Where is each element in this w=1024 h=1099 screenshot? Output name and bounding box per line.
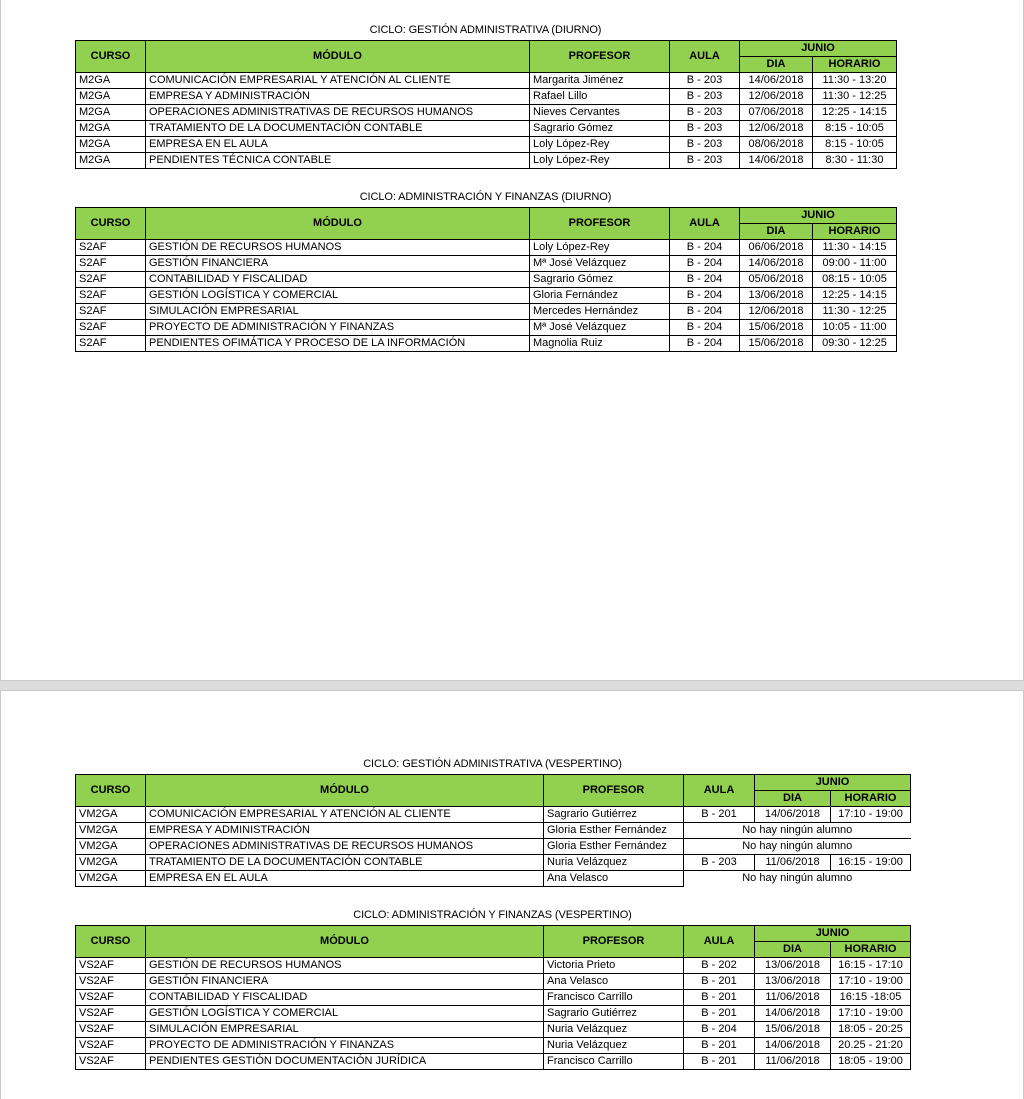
cell-modulo: COMUNICACIÓN EMPRESARIAL Y ATENCIÓN AL CLIENTE bbox=[146, 807, 544, 823]
table-row bbox=[76, 807, 911, 823]
cell-dia: 14/06/2018 bbox=[755, 807, 831, 823]
cell-aula: B - 204 bbox=[670, 272, 740, 288]
table-caption: CICLO: GESTIÓN ADMINISTRATIVA (VESPERTINO) bbox=[363, 758, 622, 770]
table-caption: CICLO: GESTIÓN ADMINISTRATIVA (DIURNO) bbox=[369, 24, 602, 36]
cell-aula: B - 201 bbox=[684, 1054, 755, 1070]
cell-dia: 15/06/2018 bbox=[740, 336, 813, 352]
cell-modulo: TRATAMIENTO DE LA DOCUMENTACIÓN CONTABLE bbox=[146, 121, 530, 137]
cell-curso: M2GA bbox=[76, 153, 146, 169]
cell-profesor: Gloria Esther Fernández bbox=[544, 823, 684, 839]
cell-profesor: Ana Velasco bbox=[544, 974, 684, 990]
header-aula: AULA bbox=[684, 926, 755, 958]
table-row bbox=[76, 105, 897, 121]
cell-curso: VM2GA bbox=[76, 823, 146, 839]
cell-horario: 17:10 - 19:00 bbox=[831, 1006, 911, 1022]
cell-profesor: Loly López-Rey bbox=[530, 153, 670, 169]
table-row bbox=[76, 320, 897, 336]
cell-curso: VM2GA bbox=[76, 839, 146, 855]
cell-profesor: Sagrario Gómez bbox=[530, 121, 670, 137]
cell-horario: 18:05 - 19:00 bbox=[831, 1054, 911, 1070]
header-aula: AULA bbox=[684, 775, 755, 807]
cell-horario: 11:30 - 12:25 bbox=[813, 304, 897, 320]
table-row bbox=[76, 839, 911, 855]
table-row bbox=[76, 974, 911, 990]
cell-dia: 15/06/2018 bbox=[755, 1022, 831, 1038]
cell-profesor: Ana Velasco bbox=[544, 871, 684, 887]
header-modulo: MÓDULO bbox=[146, 926, 544, 958]
cell-aula: B - 203 bbox=[670, 105, 740, 121]
header-modulo: MÓDULO bbox=[146, 208, 530, 240]
cell-modulo: PENDIENTES GESTIÓN DOCUMENTACIÓN JURÍDICA bbox=[146, 1054, 544, 1070]
cell-modulo: EMPRESA Y ADMINISTRACIÓN bbox=[146, 823, 544, 839]
cell-modulo: GESTIÓN FINANCIERA bbox=[146, 256, 530, 272]
cell-horario: 8:15 - 10:05 bbox=[813, 121, 897, 137]
cell-modulo: GESTIÓN FINANCIERA bbox=[146, 974, 544, 990]
cell-profesor: Nuria Velázquez bbox=[544, 1038, 684, 1054]
cell-modulo: COMUNICACIÓN EMPRESARIAL Y ATENCIÓN AL CLIENTE bbox=[146, 73, 530, 89]
cell-dia: 07/06/2018 bbox=[740, 105, 813, 121]
cell-modulo: SIMULACIÓN EMPRESARIAL bbox=[146, 304, 530, 320]
cell-profesor: Francisco Carrillo bbox=[544, 990, 684, 1006]
cell-dia: 15/06/2018 bbox=[740, 320, 813, 336]
header-curso: CURSO bbox=[76, 41, 146, 73]
header-row bbox=[76, 41, 897, 57]
header-dia: DIA bbox=[755, 942, 831, 958]
cell-profesor: Nieves Cervantes bbox=[530, 105, 670, 121]
cell-horario: 11:30 - 14:15 bbox=[813, 240, 897, 256]
header-month: JUNIO bbox=[740, 41, 897, 57]
cell-dia: 14/06/2018 bbox=[755, 1038, 831, 1054]
cell-horario: 08:15 - 10:05 bbox=[813, 272, 897, 288]
cell-aula: B - 204 bbox=[670, 256, 740, 272]
header-profesor: PROFESOR bbox=[530, 41, 670, 73]
cell-note: No hay ningún alumno bbox=[684, 871, 911, 887]
cell-modulo: GESTIÓN LOGÍSTICA Y COMERCIAL bbox=[146, 1006, 544, 1022]
table-row bbox=[76, 288, 897, 304]
cell-aula: B - 201 bbox=[684, 974, 755, 990]
table-row bbox=[76, 855, 911, 871]
cell-aula: B - 204 bbox=[670, 320, 740, 336]
cell-dia: 11/06/2018 bbox=[755, 990, 831, 1006]
cell-note: No hay ningún alumno bbox=[684, 823, 911, 839]
cell-horario: 09:00 - 11:00 bbox=[813, 256, 897, 272]
header-modulo: MÓDULO bbox=[146, 775, 544, 807]
cell-curso: VM2GA bbox=[76, 871, 146, 887]
cell-dia: 05/06/2018 bbox=[740, 272, 813, 288]
table-row bbox=[76, 336, 897, 352]
page-gap bbox=[0, 681, 1024, 690]
table-row bbox=[76, 137, 897, 153]
header-profesor: PROFESOR bbox=[544, 926, 684, 958]
cell-horario: 8:15 - 10:05 bbox=[813, 137, 897, 153]
table-row bbox=[76, 89, 897, 105]
cell-horario: 17:10 - 19:00 bbox=[831, 974, 911, 990]
cell-curso: S2AF bbox=[76, 304, 146, 320]
cell-horario: 09:30 - 12:25 bbox=[813, 336, 897, 352]
cell-dia: 13/06/2018 bbox=[755, 958, 831, 974]
cell-modulo: PENDIENTES OFIMÁTICA Y PROCESO DE LA INFORMACIÓN bbox=[146, 336, 530, 352]
header-horario: HORARIO bbox=[831, 942, 911, 958]
cell-curso: VS2AF bbox=[76, 1054, 146, 1070]
header-aula: AULA bbox=[670, 208, 740, 240]
header-profesor: PROFESOR bbox=[530, 208, 670, 240]
schedule-table-af-vespertino bbox=[75, 925, 911, 1070]
cell-profesor: Nuria Velázquez bbox=[544, 1022, 684, 1038]
header-dia: DIA bbox=[755, 791, 831, 807]
cell-curso: S2AF bbox=[76, 288, 146, 304]
table-row bbox=[76, 256, 897, 272]
table-row bbox=[76, 1054, 911, 1070]
cell-horario: 16:15 -18:05 bbox=[831, 990, 911, 1006]
cell-note: No hay ningún alumno bbox=[684, 839, 911, 855]
header-modulo: MÓDULO bbox=[146, 41, 530, 73]
header-horario: HORARIO bbox=[831, 791, 911, 807]
cell-aula: B - 203 bbox=[670, 121, 740, 137]
cell-modulo: PENDIENTES TÉCNICA CONTABLE bbox=[146, 153, 530, 169]
cell-profesor: Francisco Carrillo bbox=[544, 1054, 684, 1070]
cell-profesor: Sagrario Gómez bbox=[530, 272, 670, 288]
header-curso: CURSO bbox=[76, 926, 146, 958]
cell-horario: 17:10 - 19:00 bbox=[831, 807, 911, 823]
cell-aula: B - 201 bbox=[684, 807, 755, 823]
cell-curso: M2GA bbox=[76, 73, 146, 89]
cell-aula: B - 203 bbox=[670, 89, 740, 105]
cell-horario: 20.25 - 21:20 bbox=[831, 1038, 911, 1054]
cell-profesor: Magnolia Ruiz bbox=[530, 336, 670, 352]
cell-profesor: Sagrario Gutiérrez bbox=[544, 1006, 684, 1022]
cell-horario: 11:30 - 12:25 bbox=[813, 89, 897, 105]
table-row bbox=[76, 121, 897, 137]
cell-modulo: PROYECTO DE ADMINISTRACIÓN Y FINANZAS bbox=[146, 1038, 544, 1054]
cell-curso: M2GA bbox=[76, 105, 146, 121]
header-aula: AULA bbox=[670, 41, 740, 73]
header-month: JUNIO bbox=[755, 926, 911, 942]
header-horario: HORARIO bbox=[813, 57, 897, 73]
header-row bbox=[76, 208, 897, 224]
cell-curso: S2AF bbox=[76, 272, 146, 288]
cell-curso: VS2AF bbox=[76, 1006, 146, 1022]
cell-curso: VM2GA bbox=[76, 855, 146, 871]
cell-profesor: Loly López-Rey bbox=[530, 240, 670, 256]
cell-dia: 14/06/2018 bbox=[755, 1006, 831, 1022]
cell-dia: 12/06/2018 bbox=[740, 121, 813, 137]
header-curso: CURSO bbox=[76, 775, 146, 807]
cell-curso: S2AF bbox=[76, 320, 146, 336]
cell-horario: 16:15 - 17:10 bbox=[831, 958, 911, 974]
header-row bbox=[76, 926, 911, 942]
cell-curso: VS2AF bbox=[76, 990, 146, 1006]
cell-curso: M2GA bbox=[76, 137, 146, 153]
cell-dia: 13/06/2018 bbox=[755, 974, 831, 990]
cell-dia: 12/06/2018 bbox=[740, 89, 813, 105]
table-row bbox=[76, 958, 911, 974]
cell-modulo: EMPRESA EN EL AULA bbox=[146, 871, 544, 887]
cell-dia: 14/06/2018 bbox=[740, 256, 813, 272]
cell-modulo: TRATAMIENTO DE LA DOCUMENTACIÓN CONTABLE bbox=[146, 855, 544, 871]
table-row bbox=[76, 823, 911, 839]
cell-aula: B - 201 bbox=[684, 1006, 755, 1022]
header-curso: CURSO bbox=[76, 208, 146, 240]
cell-modulo: GESTIÓN DE RECURSOS HUMANOS bbox=[146, 958, 544, 974]
table-row bbox=[76, 73, 897, 89]
cell-aula: B - 203 bbox=[684, 855, 755, 871]
header-month: JUNIO bbox=[755, 775, 911, 791]
cell-profesor: Mercedes Hernández bbox=[530, 304, 670, 320]
cell-modulo: PROYECTO DE ADMINISTRACIÓN Y FINANZAS bbox=[146, 320, 530, 336]
schedule-table-ga-vespertino bbox=[75, 774, 911, 887]
cell-modulo: CONTABILIDAD Y FISCALIDAD bbox=[146, 272, 530, 288]
cell-aula: B - 203 bbox=[670, 73, 740, 89]
cell-curso: VM2GA bbox=[76, 807, 146, 823]
cell-modulo: EMPRESA EN EL AULA bbox=[146, 137, 530, 153]
header-row bbox=[76, 775, 911, 791]
table-row bbox=[76, 1022, 911, 1038]
cell-modulo: SIMULACIÓN EMPRESARIAL bbox=[146, 1022, 544, 1038]
cell-horario: 12:25 - 14:15 bbox=[813, 105, 897, 121]
cell-aula: B - 203 bbox=[670, 153, 740, 169]
cell-horario: 8:30 - 11:30 bbox=[813, 153, 897, 169]
header-profesor: PROFESOR bbox=[544, 775, 684, 807]
schedule-table-ga-diurno bbox=[75, 40, 897, 169]
cell-modulo: OPERACIONES ADMINISTRATIVAS DE RECURSOS HUMANOS bbox=[146, 839, 544, 855]
cell-horario: 10:05 - 11:00 bbox=[813, 320, 897, 336]
cell-aula: B - 202 bbox=[684, 958, 755, 974]
cell-dia: 12/06/2018 bbox=[740, 304, 813, 320]
cell-dia: 14/06/2018 bbox=[740, 153, 813, 169]
header-month: JUNIO bbox=[740, 208, 897, 224]
cell-modulo: GESTIÓN LOGÍSTICA Y COMERCIAL bbox=[146, 288, 530, 304]
cell-curso: VS2AF bbox=[76, 1038, 146, 1054]
table-row bbox=[76, 272, 897, 288]
cell-profesor: Sagrario Gutiérrez bbox=[544, 807, 684, 823]
cell-curso: M2GA bbox=[76, 121, 146, 137]
cell-dia: 11/06/2018 bbox=[755, 855, 831, 871]
cell-aula: B - 204 bbox=[670, 240, 740, 256]
table-row bbox=[76, 1038, 911, 1054]
cell-curso: S2AF bbox=[76, 240, 146, 256]
cell-dia: 11/06/2018 bbox=[755, 1054, 831, 1070]
cell-profesor: Loly López-Rey bbox=[530, 137, 670, 153]
cell-profesor: Mª José Velázquez bbox=[530, 256, 670, 272]
header-dia: DIA bbox=[740, 57, 813, 73]
cell-horario: 11:30 - 13:20 bbox=[813, 73, 897, 89]
cell-curso: VS2AF bbox=[76, 1022, 146, 1038]
cell-dia: 06/06/2018 bbox=[740, 240, 813, 256]
cell-aula: B - 204 bbox=[670, 336, 740, 352]
cell-dia: 13/06/2018 bbox=[740, 288, 813, 304]
schedule-table-af-diurno bbox=[75, 207, 897, 352]
cell-profesor: Mª José Velázquez bbox=[530, 320, 670, 336]
cell-curso: VS2AF bbox=[76, 958, 146, 974]
cell-profesor: Gloria Esther Fernández bbox=[544, 839, 684, 855]
table-row bbox=[76, 871, 911, 887]
cell-profesor: Rafael Lillo bbox=[530, 89, 670, 105]
cell-curso: VS2AF bbox=[76, 974, 146, 990]
table-caption: CICLO: ADMINISTRACIÓN Y FINANZAS (DIURNO) bbox=[359, 191, 612, 203]
cell-profesor: Nuria Velázquez bbox=[544, 855, 684, 871]
cell-aula: B - 204 bbox=[670, 288, 740, 304]
cell-aula: B - 204 bbox=[684, 1022, 755, 1038]
cell-curso: S2AF bbox=[76, 336, 146, 352]
cell-aula: B - 204 bbox=[670, 304, 740, 320]
header-horario: HORARIO bbox=[813, 224, 897, 240]
cell-aula: B - 201 bbox=[684, 990, 755, 1006]
table-row bbox=[76, 153, 897, 169]
table-row bbox=[76, 240, 897, 256]
cell-dia: 14/06/2018 bbox=[740, 73, 813, 89]
cell-modulo: OPERACIONES ADMINISTRATIVAS DE RECURSOS HUMANOS bbox=[146, 105, 530, 121]
cell-profesor: Victoria Prieto bbox=[544, 958, 684, 974]
cell-profesor: Margarita Jiménez bbox=[530, 73, 670, 89]
cell-curso: M2GA bbox=[76, 89, 146, 105]
cell-horario: 16:15 - 19:00 bbox=[831, 855, 911, 871]
table-row bbox=[76, 1006, 911, 1022]
header-dia: DIA bbox=[740, 224, 813, 240]
table-row bbox=[76, 990, 911, 1006]
cell-dia: 08/06/2018 bbox=[740, 137, 813, 153]
cell-profesor: Gloria Fernández bbox=[530, 288, 670, 304]
cell-horario: 12:25 - 14:15 bbox=[813, 288, 897, 304]
cell-curso: S2AF bbox=[76, 256, 146, 272]
cell-aula: B - 203 bbox=[670, 137, 740, 153]
cell-horario: 18:05 - 20:25 bbox=[831, 1022, 911, 1038]
cell-modulo: GESTIÓN DE RECURSOS HUMANOS bbox=[146, 240, 530, 256]
table-caption: CICLO: ADMINISTRACIÓN Y FINANZAS (VESPERTINO) bbox=[353, 909, 632, 921]
table-row bbox=[76, 304, 897, 320]
cell-modulo: CONTABILIDAD Y FISCALIDAD bbox=[146, 990, 544, 1006]
cell-aula: B - 201 bbox=[684, 1038, 755, 1054]
cell-modulo: EMPRESA Y ADMINISTRACIÓN bbox=[146, 89, 530, 105]
